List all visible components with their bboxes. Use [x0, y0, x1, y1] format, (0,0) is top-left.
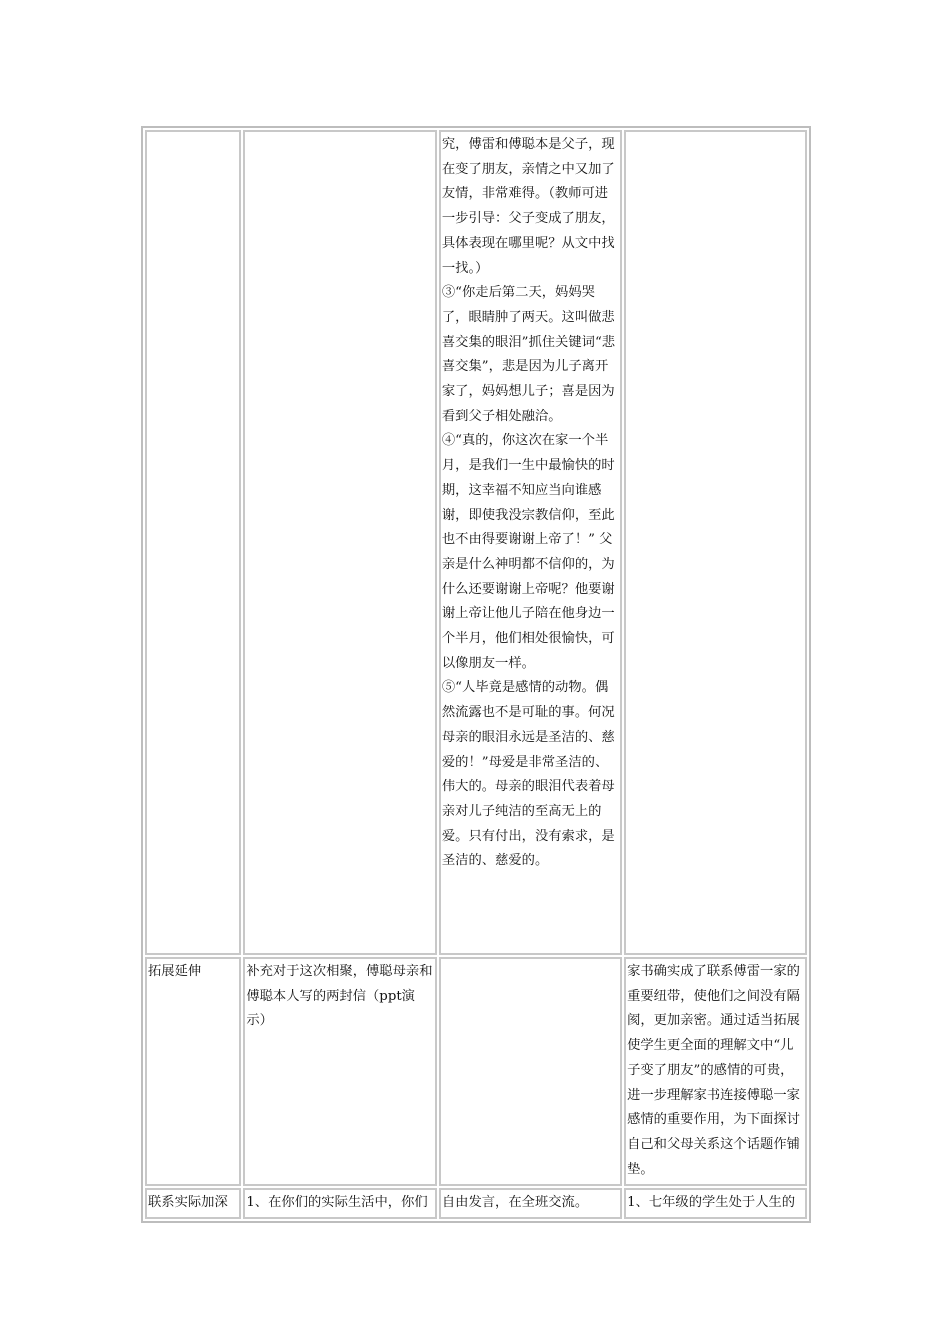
- stage-cell: 联系实际加深: [145, 1188, 241, 1219]
- lesson-plan-table: [141, 126, 811, 1223]
- table-row: [145, 1188, 807, 1219]
- teacher-activity-cell: [243, 130, 437, 955]
- design-intent-cell: 家书确实成了联系傅雷一家的重要纽带，使他们之间没有隔阂，更加亲密。通过适当拓展使学生更全面的理解文中“儿子变了朋友”的感情的可贵，进一步理解家书连接傅聪一家感情的重要作用，为下面探讨自己和父母关系这个话题作铺垫。: [624, 957, 807, 1186]
- stage-cell: [145, 130, 241, 955]
- stage-cell: 拓展延伸: [145, 957, 241, 1186]
- student-activity-cell: 自由发言，在全班交流。: [439, 1188, 622, 1219]
- teacher-activity-cell: 1、在你们的实际生活中，你们: [243, 1188, 437, 1219]
- table-row: [145, 957, 807, 1186]
- student-paragraph: ⑤“人毕竟是感情的动物。偶然流露也不是可耻的事。何况母亲的眼泪永远是圣洁的、慈爱的！”母爱是非常圣洁的、伟大的。母亲的眼泪代表着母亲对儿子纯洁的至高无上的爱。只有付出，没有索求，是圣洁的、慈爱的。: [441, 680, 615, 869]
- table-row: [145, 130, 807, 955]
- teacher-activity-cell: 补充对于这次相聚，傅聪母亲和傅聪本人写的两封信（ppt演示）: [243, 957, 437, 1186]
- design-intent-cell: 1、七年级的学生处于人生的: [624, 1188, 807, 1219]
- student-activity-cell: [439, 130, 622, 955]
- design-intent-cell: [624, 130, 807, 955]
- student-paragraph: 究，傅雷和傅聪本是父子，现在变了朋友，亲情之中又加了友情，非常难得。（教师可进一步引导：父子变成了朋友，具体表现在哪里呢？从文中找一找。）: [441, 137, 615, 276]
- student-activity-cell: [439, 957, 622, 1186]
- student-paragraph: ④“真的，你这次在家一个半月，是我们一生中最愉快的时期，这幸福不知应当向谁感谢，即使我没宗教信仰，至此也不由得要谢谢上帝了！” 父亲是什么神明都不信仰的，为什么还要谢谢上帝呢？他要谢谢上帝让他儿子陪在他身边一个半月，他们相处很愉快，可以像朋友一样。: [441, 433, 615, 671]
- student-paragraph: ③“你走后第二天，妈妈哭了，眼睛肿了两天。这叫做悲喜交集的眼泪”抓住关键词“悲喜交集”，悲是因为儿子离开家了，妈妈想儿子；喜是因为看到父子相处融洽。: [441, 285, 616, 424]
